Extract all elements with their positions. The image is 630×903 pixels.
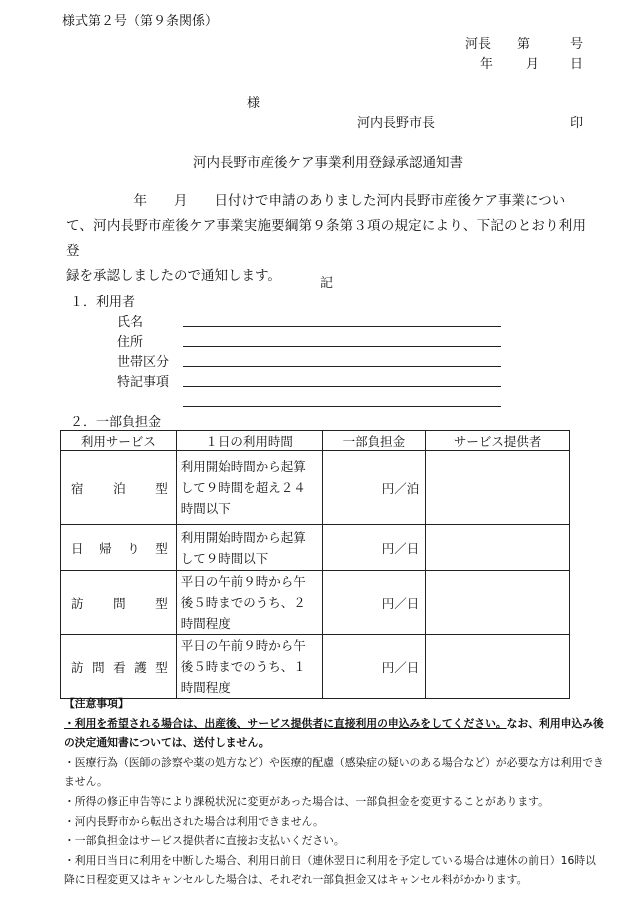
field-line-special-notes-2[interactable] — [183, 406, 501, 407]
body-line: 年 月 日付けで申請のありました河内長野市産後ケア事業につい — [66, 193, 566, 209]
addressee-sama: 様 — [247, 96, 261, 111]
note-item: ・医療行為（医師の診察や薬の処方など）や医療的配慮（感染症の疑いのある場合など）が必要な方は利用できません。 — [64, 755, 604, 789]
field-label-name: 氏名 — [117, 315, 144, 330]
row-fee: 円／日 — [322, 635, 426, 699]
date-day: 日 — [570, 57, 584, 72]
ki-heading: 記 — [320, 276, 334, 291]
row-provider[interactable] — [426, 525, 570, 571]
body-line: 録を承認しましたので通知します。 — [66, 268, 281, 284]
note-item: ・一部負担金はサービス提供者に直接お支払いください。 — [64, 834, 345, 848]
col-header-provider: サービス提供者 — [426, 431, 570, 451]
table-header-row — [61, 431, 570, 451]
section2-heading: ２．一部負担金 — [70, 415, 162, 430]
col-header-time: １日の利用時間 — [176, 431, 322, 451]
doc-number-prefix: 河長 — [465, 37, 492, 52]
row-fee: 円／日 — [322, 571, 426, 635]
table-row — [61, 571, 570, 635]
row-service-type: 宿泊型 — [61, 451, 177, 525]
seal-mark: 印 — [570, 116, 584, 131]
row-usage-time: 平日の午前９時から午後５時までのうち、１時間程度 — [176, 635, 322, 699]
field-label-household: 世帯区分 — [117, 355, 170, 370]
note-item: ・河内長野市から転出された場合は利用できません。 — [64, 814, 324, 828]
section1-heading: １．利用者 — [70, 295, 136, 310]
note-item: ・利用日当日に利用を中断した場合、利用日前日（連休翌日に利用を予定している場合は連休の前日）16時以降に日程変更又はキャンセルした場合は、それぞれ一部負担金又はキャンセル料がかかります。 — [64, 853, 596, 887]
col-header-service: 利用サービス — [61, 431, 177, 451]
notes-heading: 【注意事項】 — [64, 697, 129, 710]
note-item-1 — [64, 714, 604, 753]
field-line-special-notes[interactable] — [183, 386, 501, 387]
table-row — [61, 635, 570, 699]
table-row — [61, 525, 570, 571]
field-line-household[interactable] — [183, 366, 501, 367]
field-line-name[interactable] — [183, 326, 501, 327]
note-item-1-rest: なお、利用申込み後の決定通知書については、送付しません。 — [64, 716, 604, 750]
field-label-address: 住所 — [117, 335, 144, 350]
row-provider[interactable] — [426, 571, 570, 635]
col-header-fee: 一部負担金 — [322, 431, 426, 451]
doc-number-go: 号 — [570, 37, 584, 52]
field-line-address[interactable] — [183, 346, 501, 347]
form-label: 様式第２号（第９条関係） — [62, 14, 219, 29]
burden-table — [60, 430, 570, 699]
row-usage-time: 利用開始時間から起算して９時間を超え２４時間以下 — [176, 451, 322, 525]
row-service-type: 訪問型 — [61, 571, 177, 635]
note-item-1-emphasis: ・利用を希望される場合は、出産後、サービス提供者に直接利用の申込みをしてください。 — [64, 716, 507, 730]
note-item: ・所得の修正申告等により課税状況に変更があった場合は、一部負担金を変更することがあります。 — [64, 794, 549, 808]
date-month: 月 — [526, 57, 540, 72]
row-provider[interactable] — [426, 635, 570, 699]
body-line: て、河内長野市産後ケア事業実施要綱第９条第３項の規定により、下記のとおり利用登 — [66, 218, 586, 259]
row-provider[interactable] — [426, 451, 570, 525]
table-row — [61, 451, 570, 525]
doc-number-dai: 第 — [517, 37, 531, 52]
row-service-type: 訪問看護型 — [61, 635, 177, 699]
row-fee: 円／泊 — [322, 451, 426, 525]
notes-section — [64, 694, 604, 890]
row-usage-time: 平日の午前９時から午後５時までのうち、２時間程度 — [176, 571, 322, 635]
row-usage-time: 利用開始時間から起算して９時間以下 — [176, 525, 322, 571]
row-service-type: 日帰り型 — [61, 525, 177, 571]
issuer: 河内長野市長 — [357, 116, 436, 131]
document-title: 河内長野市産後ケア事業利用登録承認通知書 — [193, 155, 463, 171]
row-fee: 円／日 — [322, 525, 426, 571]
date-year: 年 — [480, 57, 494, 72]
field-label-special-notes: 特記事項 — [117, 375, 170, 390]
